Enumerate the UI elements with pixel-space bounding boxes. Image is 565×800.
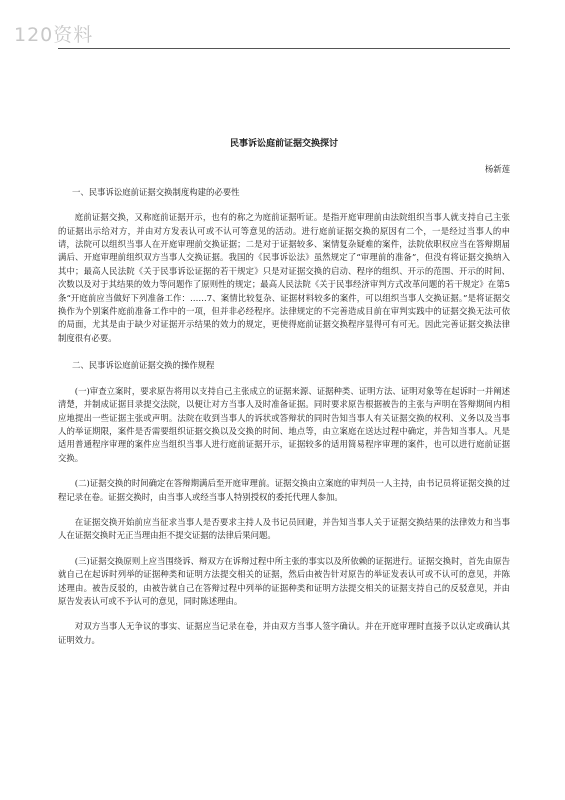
document-body <box>58 138 510 647</box>
section-2-paragraph-4: (三)证据交换原则上应当围绕诉、辩双方在诉辩过程中所主张的事实以及所依赖的证据进行。证据交换时，首先由原告就自己在起诉时列举的证据种类和证明方法提交相关的证据，然后由被告针对原告的举证发表认可或不认可的意见，并陈述理由。被告反驳的，由被告就自己在答辩过程中列举的证据种类和证明方法提交相关的证据支持自己的反驳意见，并由原告发表认可或不予认可的意见，同时陈述理由。 <box>58 555 510 606</box>
section-1-heading: 一、民事诉讼庭前证据交换制度构建的必要性 <box>72 186 240 197</box>
section-2-paragraph-3: 在证据交换开始前应当征求当事人是否要求主持人及书记员回避，并告知当事人关于证据交换结果的法律效力和当事人在证据交换时无正当理由拒不提交证据的法律后果问题。 <box>58 516 510 541</box>
header-rule <box>58 48 510 49</box>
author-name: 杨新莲 <box>484 164 510 175</box>
document-title: 民事诉讼庭前证据交换探讨 <box>229 139 338 149</box>
section-2-paragraph-2: (二)证据交换的时间确定在答辩期满后至开庭审理前。证据交换由立案庭的审判员一人主持，由书记员将证据交换的过程记录在卷。证据交换时，由当事人或经当事人特别授权的委托代理人参加。 <box>58 478 510 502</box>
section-2-heading: 二、民事诉讼庭前证据交换的操作规程 <box>72 360 215 371</box>
section-2-paragraph-1: (一)审查立案时，要求原告将用以支持自己主张成立的证据来源、证据种类、证明方法、证明对象等在起诉时一并阐述清楚，并制成证据目录提交法院，以便让对方当事人及时准备证据。同时要求原告根据被告的主张与声明在答辩期间内相应地提出一些证据主张或声明。法院在收到当事人的诉状或答辩状的同时告知当事人有关证据交换的权利、义务以及当事人的举证期限，案件是否需要组织证据交换以及交换的时间、地点等，由立案庭在送达过程中确定，并告知当事人。凡是适用普通程序审理的案件应当组织当事人进行庭前证据开示，证据较多的适用简易程序审理的案件，也可以进行庭前证据交换。 <box>58 385 510 463</box>
section-1-paragraph-1: 庭前证据交换，又称庭前证据开示，也有的称之为庭前证据听证。是指开庭审理前由法院组织当事人就支持自己主张的证据出示给对方，并由对方发表认可或不认可等意见的活动。进行庭前证据交换的原因有二个，一是经过当事人的申请，法院可以组织当事人在开庭审理前交换证据；二是对于证据较多、案情复杂疑难的案件，法院依职权应当在答辩期届满后、开庭审理前组织双方当事人交换证据。我国的《民事诉讼法》虽然规定了“审理前的准备”，但没有将证据交换纳入其中；最高人民法院《关于民事诉讼证据的若干规定》只是对证据交换的启动、程序的组织、开示的范围、开示的时间、次数以及对于其结果的效力等问题作了原则性的规定；最高人民法院《关于民事经济审判方式改革问题的若干规定》在第5条“开庭前应当做好下列准备工作：……7、案情比较复杂、证据材料较多的案件，可以组织当事人交换证据。”是将证据交换作为个别案件庭前准备工作中的一项，但并非必经程序。法律规定的不完善造成目前在审判实践中的证据交换无法可依的局面，尤其是由于缺少对证据开示结果的效力的规定，更使得庭前证据交换程序显得可有可无。因此完善证据交换法律制度很有必要。 <box>58 212 510 343</box>
section-2-paragraph-5: 对双方当事人无争议的事实、证据应当记录在卷，并由双方当事人签字确认。并在开庭审理时直接予以认定或确认其证明效力。 <box>58 621 510 645</box>
watermark-logo: 120资料 <box>14 24 94 46</box>
